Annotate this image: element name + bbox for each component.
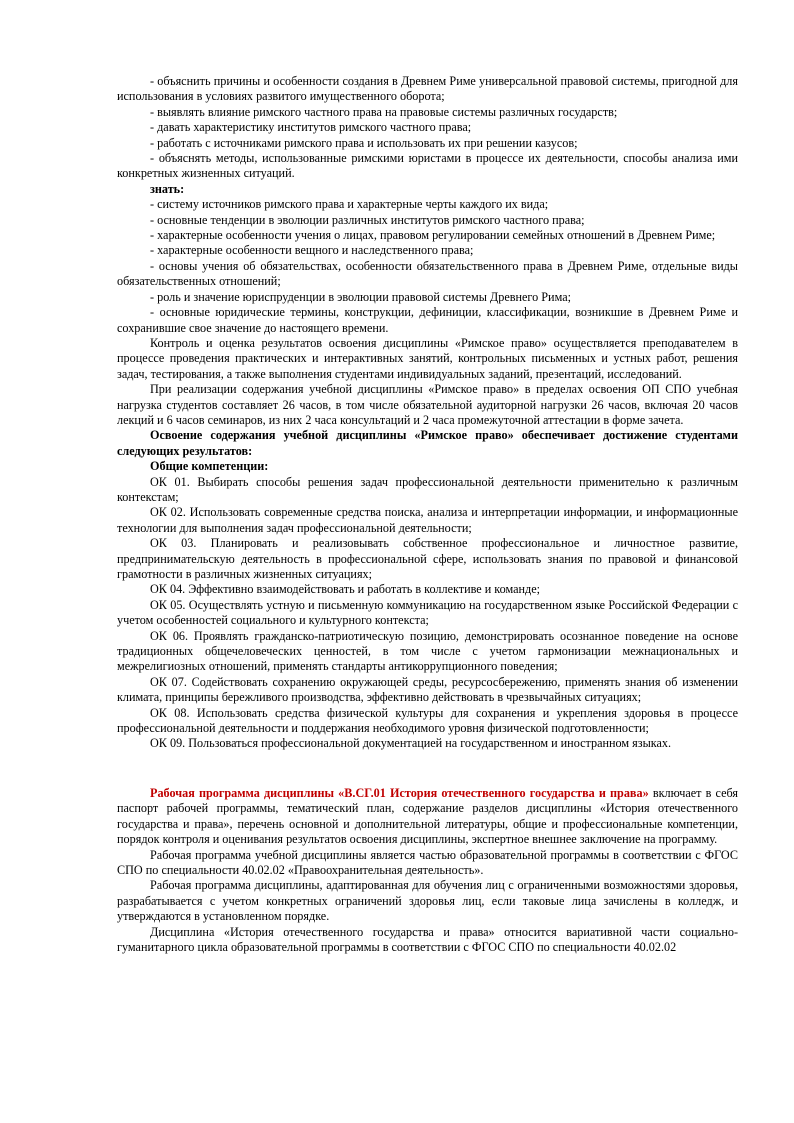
- competency-item: ОК 05. Осуществлять устную и письменную коммуникацию на государственном языке Российской Федерации с учетом особенностей социального и культурного контекста;: [117, 597, 738, 628]
- know-item: - основные тенденции в эволюции различных институтов римского частного права;: [150, 212, 585, 227]
- hours-paragraph: При реализации содержания учебной дисциплины «Римское право» в пределах освоения ОП СПО учебная нагрузка студентов составляет 26 часов, в том числе обязательной аудиторной нагрузки 26 часов, включая 20 часов лекций и 6 часов семинаров, из них 2 часа консультаций и 2 часа промежуточной аттестации в форме зачета.: [117, 382, 738, 427]
- know-item: - основные юридические термины, конструкции, дефиниции, классификации, возникшие в Древнем Риме и сохранившие свое значение до настоящего времени.: [117, 305, 738, 335]
- competency-item: ОК 03. Планировать и реализовывать собственное профессиональное и личностное развитие, предпринимательскую деятельность в профессиональной сфере, использовать знания по правовой и финансовой грамотности в различных жизненных ситуациях;: [117, 536, 738, 581]
- know-item: - роль и значение юриспруденции в эволюции правовой системы Древнего Рима;: [150, 289, 571, 304]
- know-item: - систему источников римского права и характерные черты каждого их вида;: [150, 197, 549, 212]
- know-item: - характерные особенности вещного и наследственного права;: [150, 243, 474, 258]
- section-spacer: [117, 752, 738, 786]
- results-heading: Освоение содержания учебной дисциплины «Римское право» обеспечивает достижение студентами следующих результатов:: [117, 428, 738, 458]
- competency-item: ОК 04. Эффективно взаимодействовать и работать в коллективе и команде;: [150, 582, 541, 597]
- skill-item: - выявлять влияние римского частного права на правовые системы различных государств;: [150, 104, 618, 119]
- control-paragraph: Контроль и оценка результатов освоения дисциплины «Римское право» осуществляется преподавателем в процессе проведения практических и интерактивных занятий, контрольных письменных и устных работ, решения задач, тестирования, а также выполнения студентами индивидуальных заданий, презентаций, исследований.: [117, 335, 738, 381]
- know-item: - характерные особенности учения о лицах, правовом регулировании семейных отношений в Древнем Риме;: [150, 228, 716, 243]
- competency-item: ОК 06. Проявлять гражданско-патриотическую позицию, демонстрировать осознанное поведение на основе традиционных общечеловеческих ценностей, в том числе с учетом гармонизации межнациональных и межрелигиозных отношений, применять стандарты антикоррупционного поведения;: [117, 628, 738, 674]
- competency-item: ОК 09. Пользоваться профессиональной документацией на государственном и иностранном языках.: [150, 736, 672, 751]
- section2-paragraph: Рабочая программа дисциплины, адаптированная для обучения лиц с ограниченными возможностями здоровья, разрабатывается с учетом конкретных ограничений здоровья лиц, если таковые лица зачислены в колледж, и утверждаются в установленном порядке.: [117, 878, 738, 924]
- know-item: - основы учения об обязательствах, особенности обязательственного права в Древнем Риме, отдельные виды обязательственных отношений;: [117, 258, 738, 289]
- section2-intro: [117, 786, 738, 848]
- skill-item: - давать характеристику институтов римского частного права;: [150, 120, 472, 135]
- section2-paragraph: Рабочая программа учебной дисциплины является частью образовательной программы в соответствии с ФГОС СПО по специальности 40.02.02 «Правоохранительная деятельность».: [117, 847, 738, 877]
- skill-item: - объяснять методы, использованные римскими юристами в процессе их деятельности, способы анализа ими конкретных жизненных ситуаций.: [117, 151, 738, 181]
- skill-item: - объяснить причины и особенности создания в Древнем Риме универсальной правовой системы, пригодной для использования в условиях развитого имущественного оборота;: [117, 74, 738, 104]
- section2-paragraph: Дисциплина «История отечественного государства и права» относится вариативной части социально-гуманитарного цикла образовательной программы в соответствии с ФГОС СПО по специальности 40.02.02: [117, 924, 738, 954]
- document-page: [117, 74, 738, 955]
- section2-title: Рабочая программа дисциплины «В.СГ.01 История отечественного государства и права»: [150, 785, 649, 800]
- know-heading: знать:: [150, 181, 185, 196]
- competency-item: ОК 01. Выбирать способы решения задач профессиональной деятельности применительно к различным контекстам;: [117, 474, 738, 504]
- section2-intro-text: включает в себя паспорт рабочей программы, тематический план, содержание разделов дисциплины «История отечественного государства и права», перечень основной и дополнительной литературы, общие и профессиональные компетенции, порядок контроля и оценивания результатов освоения дисциплины, экспертное внешнее заключение на программу.: [117, 785, 738, 847]
- competencies-heading: Общие компетенции:: [150, 459, 269, 474]
- skill-item: - работать с источниками римского права и использовать их при решении казусов;: [150, 135, 578, 150]
- competency-item: ОК 07. Содействовать сохранению окружающей среды, ресурсосбережению, применять знания об изменении климата, принципы бережливого производства, эффективно действовать в чрезвычайных ситуациях;: [117, 674, 738, 705]
- competency-item: ОК 08. Использовать средства физической культуры для сохранения и укрепления здоровья в процессе профессиональной деятельности и поддержания необходимого уровня физической подготовленности;: [117, 705, 738, 736]
- competency-item: ОК 02. Использовать современные средства поиска, анализа и интерпретации информации, и информационные технологии для выполнения задач профессиональной деятельности;: [117, 505, 738, 535]
